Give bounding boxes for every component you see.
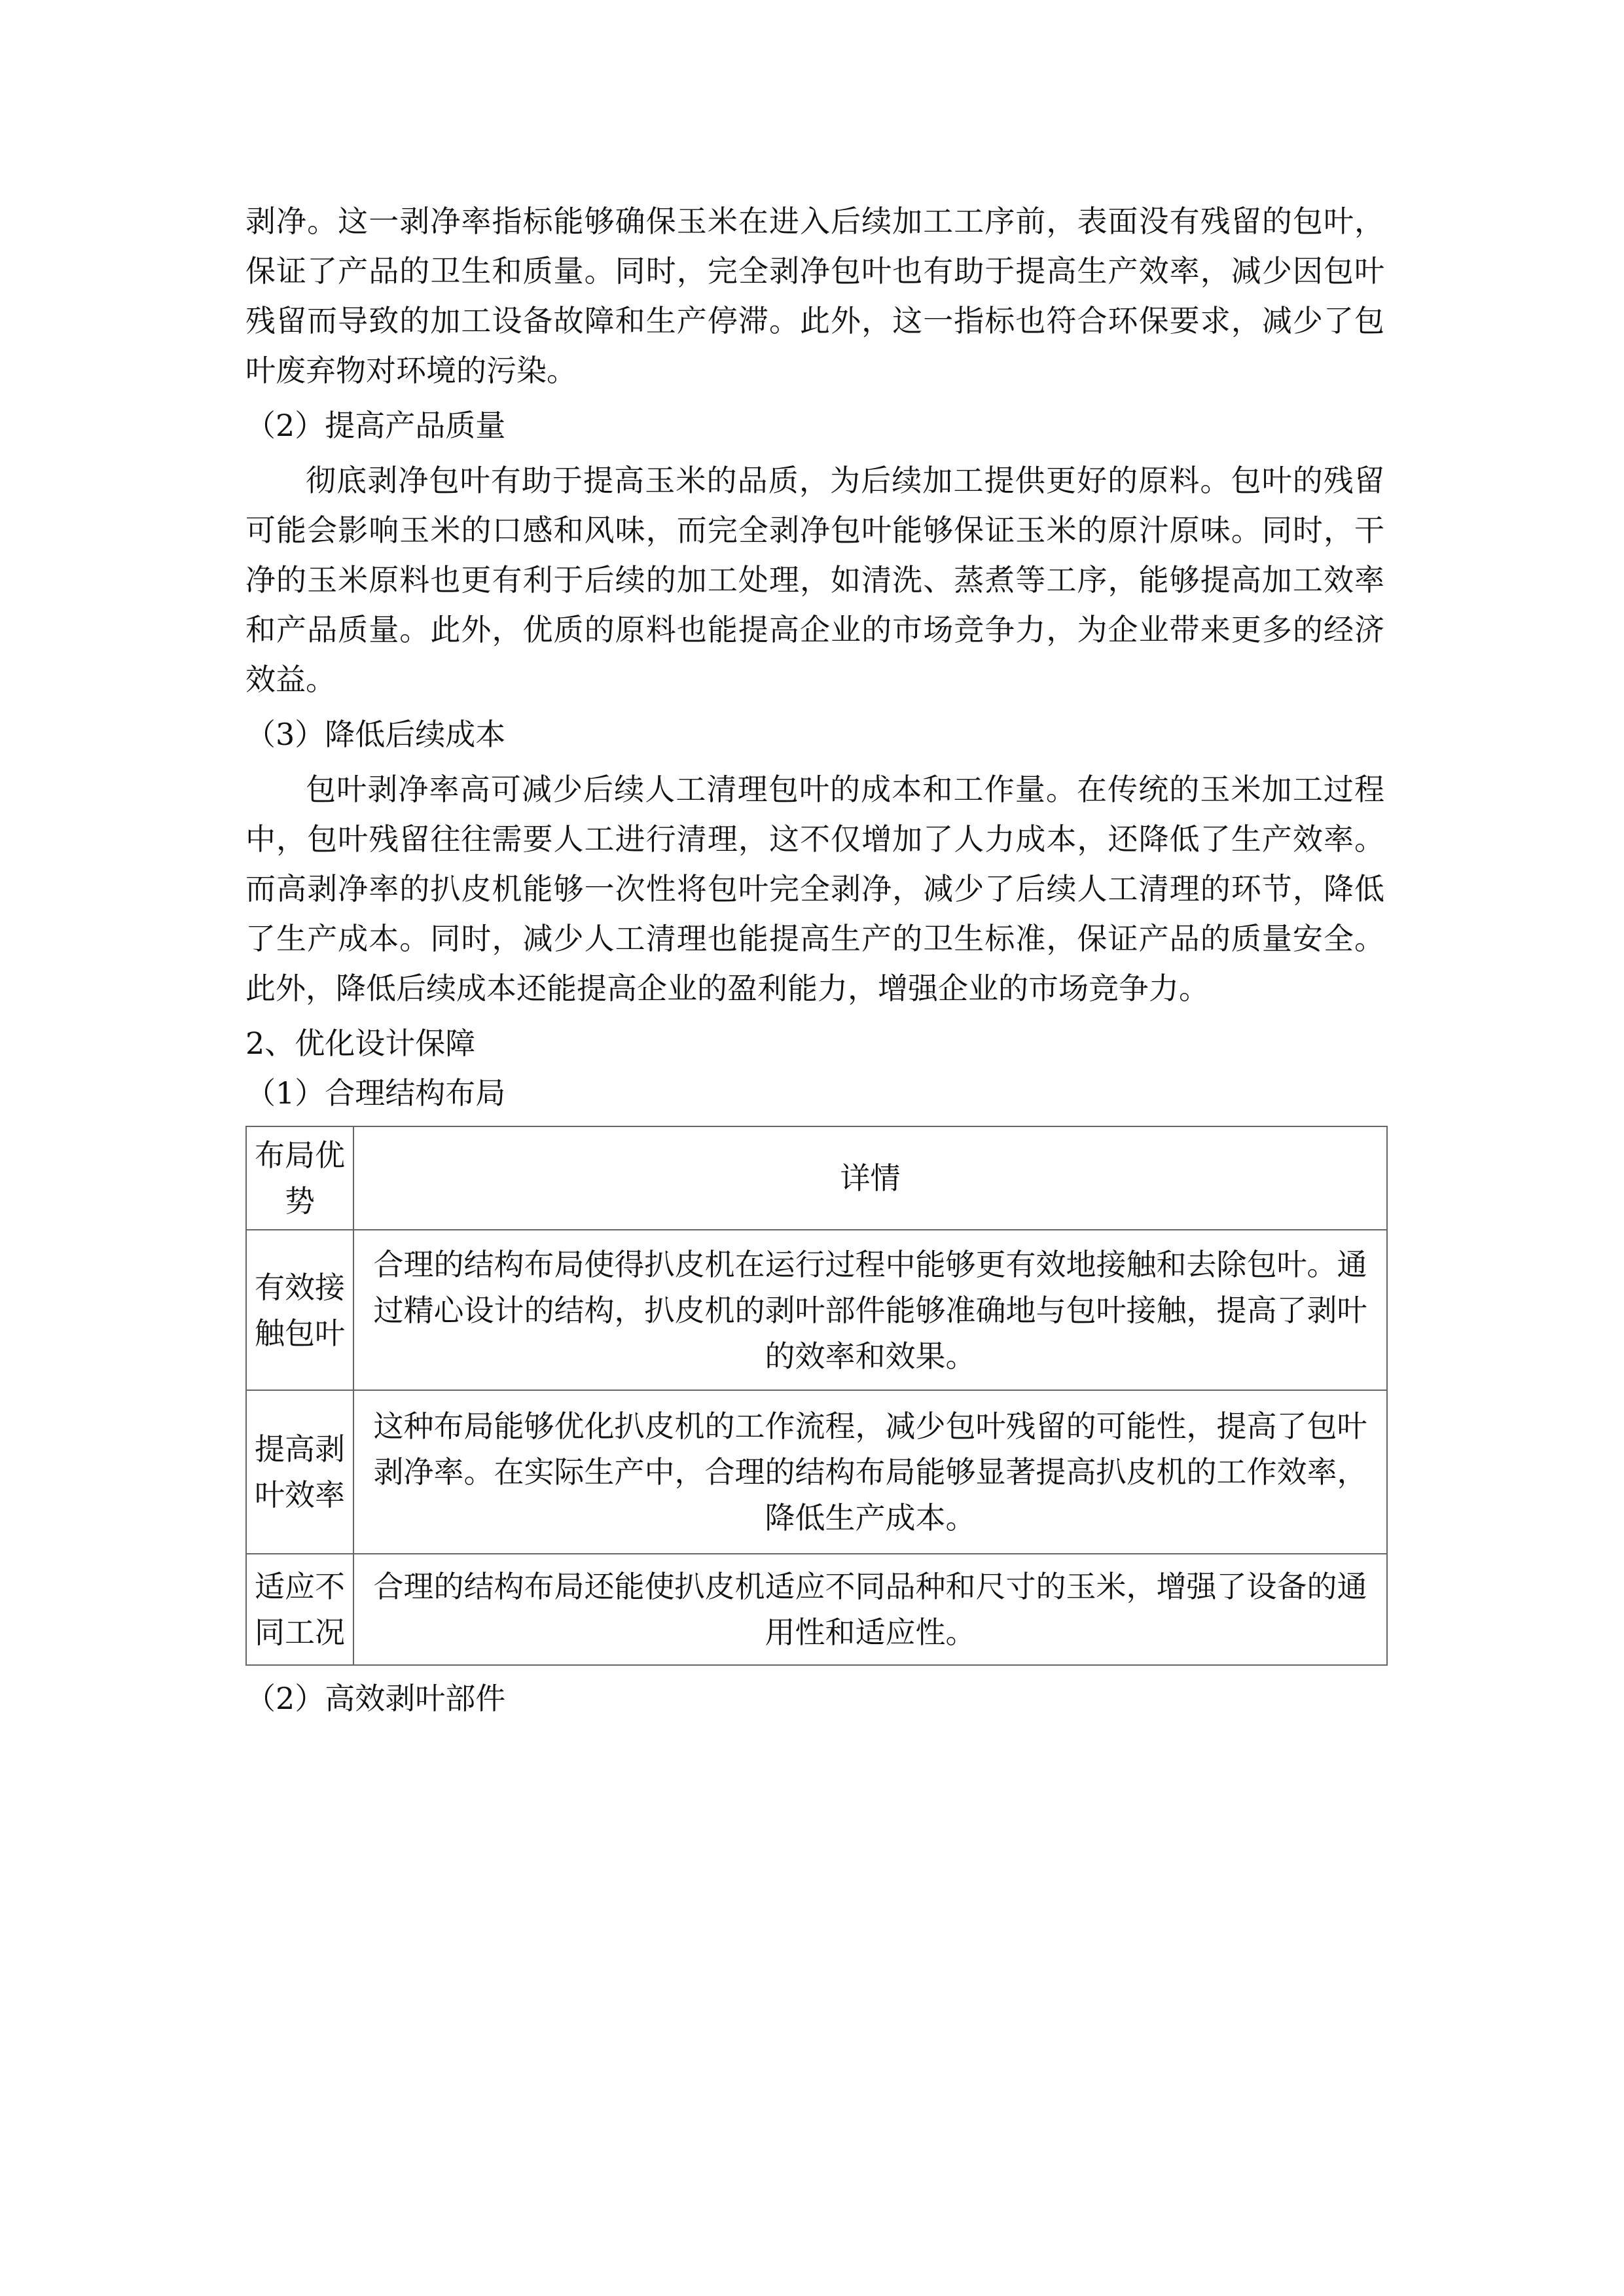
paragraph-product-quality: 彻底剥净包叶有助于提高玉米的品质，为后续加工提供更好的原料。包叶的残留可能会影响玉米的口感和风味，而完全剥净包叶能够保证玉米的原汁原味。同时，干净的玉米原料也更有利于后续的加工处理，如清洗、蒸煮等工序，能够提高加工效率和产品质量。此外，优质的原料也能提高企业的市场竞争力，为企业带来更多的经济效益。 <box>245 463 1384 697</box>
table-cell-advantage: 有效接触包叶 <box>246 1230 353 1390</box>
section-heading-product-quality: （2）提高产品质量 <box>245 408 506 443</box>
table-cell-detail: 合理的结构布局还能使扒皮机适应不同品种和尺寸的玉米，增强了设备的通用性和适应性。 <box>353 1554 1387 1665</box>
table-row <box>246 1230 1387 1390</box>
layout-advantages-table <box>245 1126 1388 1666</box>
table-row <box>246 1554 1387 1665</box>
table-row <box>246 1390 1387 1554</box>
table-cell-detail: 合理的结构布局使得扒皮机在运行过程中能够更有效地接触和去除包叶。通过精心设计的结构，扒皮机的剥叶部件能够准确地与包叶接触，提高了剥叶的效率和效果。 <box>353 1230 1387 1390</box>
layout-advantages-table-wrapper <box>245 1126 1384 1666</box>
table-cell-advantage: 适应不同工况 <box>246 1554 353 1665</box>
paragraph-reduce-cost: 包叶剥净率高可减少后续人工清理包叶的成本和工作量。在传统的玉米加工过程中，包叶残留往往需要人工进行清理，这不仅增加了人力成本，还降低了生产效率。而高剥净率的扒皮机能够一次性将包叶完全剥净，减少了后续人工清理的环节，降低了生产成本。同时，减少人工清理也能提高生产的卫生标准，保证产品的质量安全。此外，降低后续成本还能提高企业的盈利能力，增强企业的市场竞争力。 <box>245 772 1384 1006</box>
sub-heading-efficient-parts: （2）高效剥叶部件 <box>245 1681 506 1716</box>
table-header-detail: 详情 <box>353 1126 1387 1230</box>
section-heading-reduce-cost: （3）降低后续成本 <box>245 717 506 752</box>
sub-heading-structure-layout: （1）合理结构布局 <box>245 1075 506 1111</box>
table-cell-advantage: 提高剥叶效率 <box>246 1390 353 1554</box>
table-header-row <box>246 1126 1387 1230</box>
document-page <box>245 196 1384 1723</box>
table-header-advantage: 布局优势 <box>246 1126 353 1230</box>
paragraph-intro: 剥净。这一剥净率指标能够确保玉米在进入后续加工工序前，表面没有残留的包叶，保证了产品的卫生和质量。同时，完全剥净包叶也有助于提高生产效率，减少因包叶残留而导致的加工设备故障和生产停滞。此外，这一指标也符合环保要求，减少了包叶废弃物对环境的污染。 <box>245 204 1384 388</box>
table-cell-detail: 这种布局能够优化扒皮机的工作流程，减少包叶残留的可能性，提高了包叶剥净率。在实际生产中，合理的结构布局能够显著提高扒皮机的工作效率，降低生产成本。 <box>353 1390 1387 1554</box>
part-heading-design-guarantee: 2、优化设计保障 <box>245 1026 476 1061</box>
